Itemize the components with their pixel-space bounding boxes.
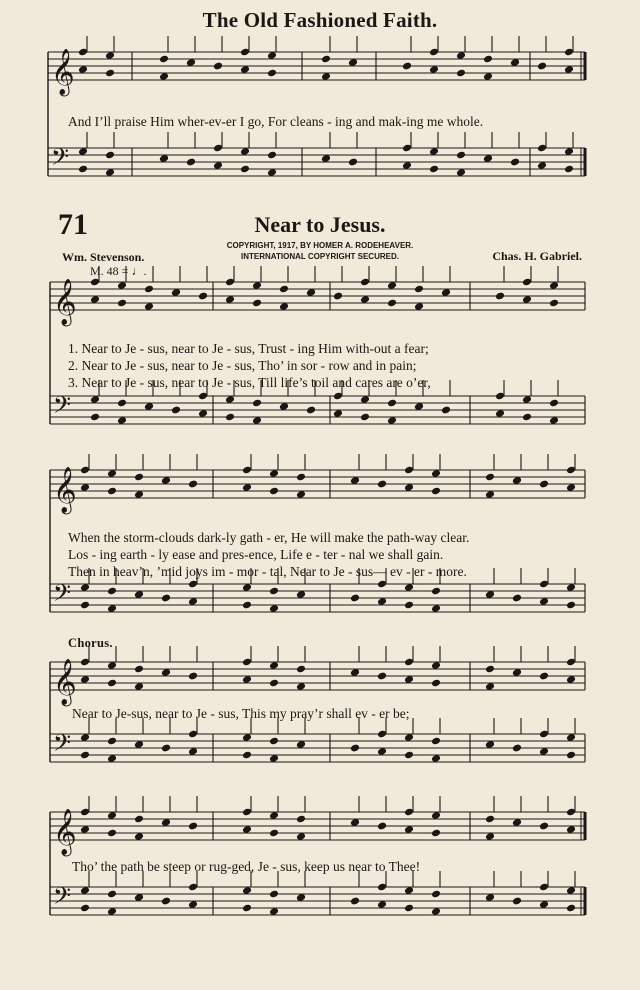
composer: Chas. H. Gabriel.	[492, 249, 582, 263]
svg-text:𝄢: 𝄢	[53, 391, 72, 424]
previous-hymn-lyric: And I’ll praise Him wher-ev-er I go, For cleans - ing and mak-ing me whole.	[68, 114, 484, 129]
previous-hymn-title: The Old Fashioned Faith.	[202, 8, 438, 32]
svg-text:𝄢: 𝄢	[53, 882, 72, 915]
verse-3-line-1: 3. Near to Je - sus, near to Je - sus, Till life’s toil and cares are o’er,	[68, 375, 431, 390]
hymn-title: Near to Jesus.	[254, 212, 386, 237]
verse-1-line-2: When the storm-clouds dark-ly gath - er, He will make the path-way clear.	[68, 530, 470, 545]
author: Wm. Stevenson.	[62, 250, 145, 264]
verse-1-line-1: 1. Near to Je - sus, near to Je - sus, Trust - ing Him with-out a fear;	[68, 341, 429, 356]
copyright-line-2: INTERNATIONAL COPYRIGHT SECURED.	[241, 252, 399, 261]
svg-text:𝄞: 𝄞	[53, 659, 77, 705]
svg-text:𝄞: 𝄞	[53, 279, 77, 325]
verse-3-line-2: Then in heav’n, ’mid joys im - mor - tal, Near to Je - sus— ev - er - more.	[68, 564, 467, 579]
copyright-line-1: COPYRIGHT, 1917, BY HOMER A. RODEHEAVER.	[226, 241, 414, 250]
svg-text:𝄞: 𝄞	[53, 467, 77, 513]
metronome-mark: M. 48 = ♩.	[90, 264, 147, 278]
svg-text:𝄢: 𝄢	[53, 729, 72, 762]
svg-text:𝄢: 𝄢	[51, 143, 70, 176]
chorus-label: Chorus.	[68, 636, 113, 650]
hymn-number: 71	[58, 208, 88, 241]
verse-2-line-1: 2. Near to Je - sus, near to Je - sus, Tho’ in sor - row and in pain;	[68, 358, 417, 373]
svg-text:𝄞: 𝄞	[51, 49, 75, 95]
svg-text:𝄢: 𝄢	[53, 579, 72, 612]
chorus-line-2: Tho’ the path be steep or rug-ged, Je - sus, keep us near to Thee!	[72, 859, 421, 874]
chorus-line-1: Near to Je-sus, near to Je - sus, This my pray’r shall ev - er be;	[72, 706, 410, 721]
svg-text:𝄞: 𝄞	[53, 809, 77, 855]
verse-2-line-2: Los - ing earth - ly ease and pres-ence, Life e - ter - nal we shall gain.	[68, 547, 444, 562]
